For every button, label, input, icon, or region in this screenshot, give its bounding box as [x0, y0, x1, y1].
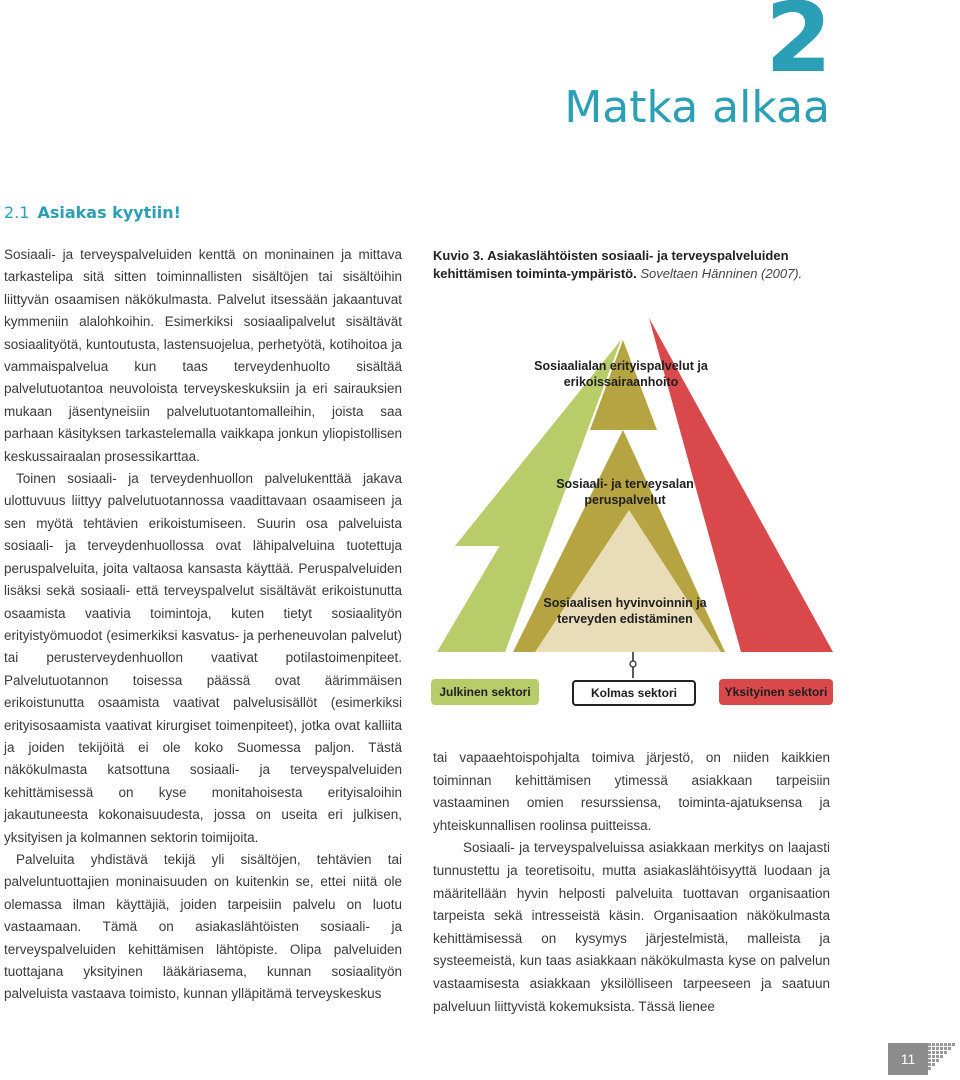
chapter-number: 2: [765, 0, 832, 94]
level-middle-label: Sosiaali- ja terveysalan peruspalvelut: [556, 477, 694, 507]
third-sector-box: Kolmas sektori: [572, 680, 696, 706]
chapter-title: Matka alkaa: [564, 82, 830, 133]
public-sector-box: Julkinen sektori: [431, 679, 539, 705]
section-heading: [4, 203, 181, 222]
paragraph: Palveluita yhdistävä tekijä yli sisältöjen, tehtävien tai palveluntuottajien moninaisuuden on kuitenkin se, ettei niitä ole olemassa ilman käyttäjiä, joiden tarpeisiin palvelu on luotu vastaamaan. Tämä on asiakaslähtöisten sosiaali- ja terveyspalveluiden kehittämisen lähtöpiste. Olipa palveluiden tuottajana yksityinen lääkäriasema, kunnan sosiaalityön palveluista vastaava toimisto, kunnan ylläpitämä terveyskeskus: [4, 851, 402, 1002]
caption-label: Kuvio 3.: [433, 248, 484, 263]
private-sector-box: Yksityinen sektori: [719, 679, 833, 705]
paragraph: Toinen sosiaali- ja terveydenhuollon palvelukenttää jakava ulottuvuus liittyy palvelutuotannossa vaadittavaan osaamiseen ja sen myötä tehtävien erikoistumiseen. Suurin osa palveluista sosiaali- ja terveydenhuollossa ovat lähipalveluina tuotettuja peruspalveluita, joita valtaosa kansasta käyttää. Peruspalveluiden lisäksi sekä sosiaali- että terveyspalvelut sisältävät erikoistunutta osaamista vaativia toimintoja, kuten tietyt sosiaalityön erityistyömuodot (esimerkiksi kasvatus- ja perheneuvolan palvelut) tai perusterveydenhuollon vaativat potilastoimenpiteet. Palvelutuotannon toisessa päässä ovat äärimmäisen erikoistunutta osaamista vaativat palvelusisällöt (esimerkiksi erityisosaamista vaativat kirurgiset toimenpiteet), jotka ovat kalliita ja joiden tekijöitä ei ole koko Suomessa paljon. Tästä näkökulmasta katsottuna sosiaali- ja terveyspalveluiden kehittämisessä on kyse monitahoisesta erityisaloihin jakautuneesta kokonaisuudesta, jossa on useita eri julkisen, yksityisen ja kolmannen sektorin toimijoita.: [4, 471, 402, 845]
section-number: 2.1: [4, 203, 30, 222]
connector-dot: [630, 661, 636, 667]
level-top-label: Sosiaalialan erityispalvelut ja erikoissairaanhoito: [534, 359, 708, 389]
left-column: [4, 244, 402, 1006]
page-number: 11: [888, 1043, 928, 1075]
figure-caption: [433, 247, 833, 283]
page-decoration-pattern: [928, 1043, 960, 1075]
paragraph: Sosiaali- ja terveyspalveluiden kenttä on moninainen ja mittava tarkastelipa sitä sitten toiminnallisten sisältöjen tai sisältöihin liittyvän osaamisen näkökulmasta. Palvelut itsessään jakaantuvat kymmeniin alalohkoihin. Esimerkiksi sosiaalipalvelut sisältävät sosiaalityötä, kuntoutusta, lastensuojelua, perhetyötä, kotihoitoa ja vammaispalvelua kun taas terveydenhuolto sisältää palvelutuotantoa neuvoloista terveyskeskuksiin ja eri sairauksien mukaan jäsentyneisiin palvelutuotantomalleihin, joista saa parhaan käsityksen tarkastelemalla vaikkapa jonkun yliopistollisen keskussairaalan prosessikarttaa.: [4, 247, 402, 464]
level-bottom-label: Sosiaalisen hyvinvoinnin ja terveyden edistäminen: [543, 596, 707, 626]
pyramid-diagram: [425, 300, 845, 730]
right-column: [433, 747, 830, 1018]
paragraph: Sosiaali- ja terveyspalveluissa asiakkaan merkitys on laajasti tunnustettu ja teoretisoitu, mutta asiakaslähtöisyyttä luodaan ja määritellään hyvin helposti palveluita tuottavan organisaation tarpeista sekä intresseistä käsin. Organisaation näkökulmasta kehittämisessä on kysymys järjestelmistä, malleista ja systeemeistä, kun taas asiakkaan näkökulmasta kyse on palvelun vastaamisesta asiakkaan yksilölliseen tarpeeseen ja saatuun palveluun liittyvistä kokemuksista. Tässä lienee: [433, 840, 830, 1014]
paragraph: tai vapaaehtoispohjalta toimiva järjestö, on niiden kaikkien toiminnan kehittämisen ytimessä asiakkaan tarpeisiin vastaaminen omien resurssiensa, toiminta-ajatuksensa ja yhteiskunnallisen roolinsa puitteissa.: [433, 750, 830, 833]
caption-source: Soveltaen Hänninen (2007).: [640, 266, 803, 281]
section-title: Asiakas kyytiin!: [37, 203, 181, 222]
caption-title: Asiakaslähtöisten sosiaali- ja terveyspalveluiden kehittämisen toiminta-ympäristö.: [433, 248, 789, 281]
